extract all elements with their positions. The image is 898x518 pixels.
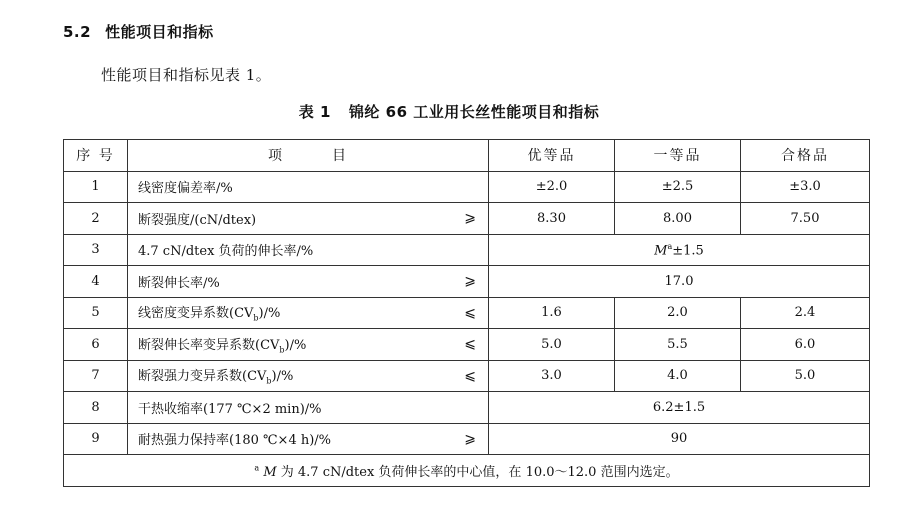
- table-title: [0, 101, 898, 122]
- cell-seq: 6: [64, 329, 128, 361]
- item-subscript: b: [253, 314, 259, 324]
- footnote-mark: a: [254, 463, 260, 473]
- intro-paragraph: 性能项目和指标见表 1。: [101, 66, 272, 84]
- cell-item: [128, 171, 489, 203]
- cell-grade-first: 5.5: [615, 329, 741, 361]
- item-text: 断裂伸长率变异系数(CV: [138, 337, 280, 353]
- item-text: 耐热强力保持率(180 ℃×4 h)/%: [138, 433, 332, 449]
- section-heading: [63, 21, 214, 42]
- cell-grade-qualified: 7.50: [741, 203, 870, 235]
- table-row: [64, 171, 870, 203]
- comparison-symbol: ⩽: [464, 304, 476, 321]
- cell-seq: 9: [64, 423, 128, 455]
- table-row: [64, 203, 870, 235]
- item-label: [138, 334, 306, 355]
- item-text: 线密度变异系数(CV: [138, 306, 254, 322]
- header-item: 项 目: [128, 140, 489, 172]
- item-label: [138, 398, 322, 417]
- cell-seq: 7: [64, 360, 128, 392]
- cell-item: [128, 266, 489, 298]
- section-number: 5.2: [63, 23, 92, 41]
- cell-grade-qualified: ±3.0: [741, 171, 870, 203]
- table-header-row: [64, 140, 870, 172]
- table-row: [64, 423, 870, 455]
- performance-table: [63, 139, 870, 487]
- merged-text: 17.0: [664, 273, 694, 289]
- cell-item: [128, 203, 489, 235]
- cell-seq: 1: [64, 171, 128, 203]
- cell-grade-first: ±2.5: [615, 171, 741, 203]
- cell-item: [128, 423, 489, 455]
- cell-item: [128, 234, 489, 266]
- cell-grade-premium: 3.0: [489, 360, 615, 392]
- cell-grade-qualified: 5.0: [741, 360, 870, 392]
- header-grade-qualified: 合格品: [741, 140, 870, 172]
- table-row: [64, 297, 870, 329]
- item-label: [138, 302, 280, 323]
- header-grade-premium: 优等品: [489, 140, 615, 172]
- item-suffix: )/%: [284, 337, 307, 353]
- item-text: 断裂强度/(cN/dtex): [138, 212, 257, 228]
- cell-item: [128, 297, 489, 329]
- cell-grade-premium: ±2.0: [489, 171, 615, 203]
- item-text: 断裂伸长率/%: [138, 275, 220, 291]
- cell-merged-value: [489, 423, 870, 455]
- item-label: [138, 209, 256, 228]
- table-row: [64, 234, 870, 266]
- cell-seq: 3: [64, 234, 128, 266]
- table-row: [64, 360, 870, 392]
- cell-grade-qualified: 6.0: [741, 329, 870, 361]
- cell-grade-first: 2.0: [615, 297, 741, 329]
- section-title: 性能项目和指标: [105, 23, 214, 41]
- table-label: 表 1: [298, 103, 331, 121]
- cell-merged-value: [489, 234, 870, 266]
- item-label: [138, 429, 331, 448]
- footnote: [64, 455, 870, 487]
- cell-merged-value: [489, 392, 870, 424]
- merged-rest: ±1.5: [672, 242, 704, 258]
- comparison-symbol: ⩾: [464, 430, 476, 447]
- cell-grade-first: 8.00: [615, 203, 741, 235]
- merged-var: M: [654, 242, 668, 258]
- comparison-symbol: ⩾: [464, 273, 476, 290]
- header-grade-first: 一等品: [615, 140, 741, 172]
- merged-text: 90: [670, 431, 688, 447]
- cell-grade-qualified: 2.4: [741, 297, 870, 329]
- table-caption: 锦纶 66 工业用长丝性能项目和指标: [348, 103, 600, 121]
- cell-seq: 8: [64, 392, 128, 424]
- cell-seq: 4: [64, 266, 128, 298]
- item-label: [138, 365, 293, 386]
- item-text: 线密度偏差率/%: [138, 181, 233, 197]
- merged-text: 6.2±1.5: [652, 399, 706, 415]
- item-text: 4.7 cN/dtex 负荷的伸长率/%: [138, 244, 314, 260]
- merged-sup: a: [667, 241, 673, 251]
- cell-grade-premium: 5.0: [489, 329, 615, 361]
- table-row: [64, 329, 870, 361]
- cell-merged-value: [489, 266, 870, 298]
- item-text: 干热收缩率(177 ℃×2 min)/%: [138, 401, 322, 417]
- item-text: 断裂强力变异系数(CV: [138, 369, 267, 385]
- cell-item: [128, 392, 489, 424]
- item-label: [138, 240, 313, 259]
- comparison-symbol: ⩽: [464, 336, 476, 353]
- footnote-var: M: [263, 464, 277, 480]
- cell-item: [128, 329, 489, 361]
- cell-item: [128, 360, 489, 392]
- item-suffix: )/%: [258, 306, 281, 322]
- cell-grade-first: 4.0: [615, 360, 741, 392]
- item-subscript: b: [266, 377, 272, 387]
- table-row: [64, 266, 870, 298]
- footnote-text: 为 4.7 cN/dtex 负荷伸长率的中心值，在 10.0～12.0 范围内选定。: [276, 464, 679, 480]
- footnote-row: [64, 455, 870, 487]
- item-subscript: b: [279, 345, 285, 355]
- item-label: [138, 177, 233, 196]
- comparison-symbol: ⩾: [464, 210, 476, 227]
- item-suffix: )/%: [271, 369, 294, 385]
- header-seq: 序 号: [64, 140, 128, 172]
- cell-seq: 5: [64, 297, 128, 329]
- item-label: [138, 272, 220, 291]
- comparison-symbol: ⩽: [464, 367, 476, 384]
- cell-seq: 2: [64, 203, 128, 235]
- cell-grade-premium: 8.30: [489, 203, 615, 235]
- cell-grade-premium: 1.6: [489, 297, 615, 329]
- table-row: [64, 392, 870, 424]
